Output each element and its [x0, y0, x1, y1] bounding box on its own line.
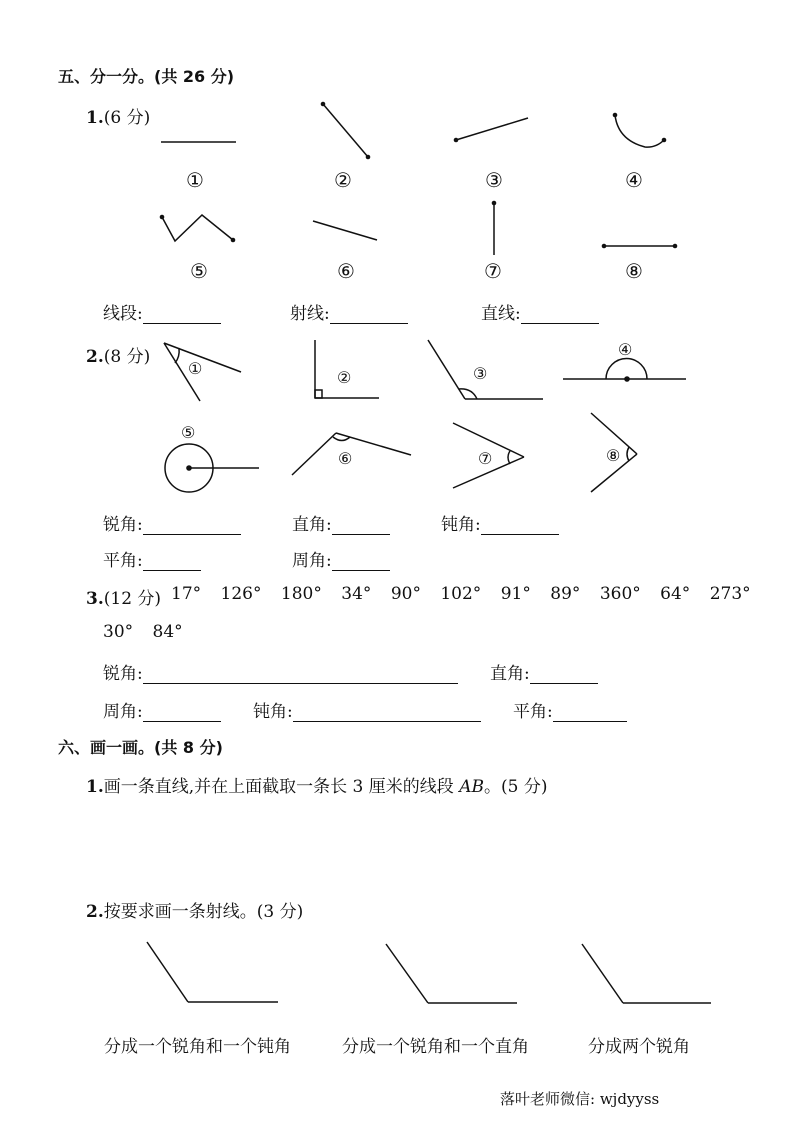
q1-answer-ray — [290, 299, 408, 324]
answer-label: 平角: — [513, 702, 553, 722]
q3-answer-right — [490, 659, 598, 684]
q2-fig-label-5: ⑤ — [181, 423, 196, 442]
q2-answer-acute — [103, 510, 241, 535]
q3-answer-full — [103, 697, 221, 722]
q2-fig-label-1: ① — [188, 359, 203, 378]
q2-answer-straight — [103, 546, 201, 571]
answer-label: 直线: — [481, 304, 521, 324]
q1-number: 1. — [86, 108, 104, 128]
answer-label: 直角: — [292, 515, 332, 535]
answer-blank[interactable] — [330, 307, 408, 324]
q2-fig-label-6: ⑥ — [338, 449, 353, 468]
q2-number: 2. — [86, 347, 104, 367]
q2-answer-obtuse — [441, 510, 559, 535]
q1-fig-label-2: ② — [334, 168, 352, 192]
s6-q2-number: 2. — [86, 902, 104, 922]
footer-contact: 落叶老师微信: wjdyyss — [500, 1090, 660, 1108]
answer-label: 钝角: — [253, 702, 293, 722]
q1-fig-label-8: ⑧ — [625, 259, 643, 283]
q1-answer-line — [481, 299, 599, 324]
section-5-title: 五、分一分。(共 26 分) — [58, 67, 235, 86]
q1-fig6-line — [313, 221, 377, 240]
q2-answer-full — [292, 546, 390, 571]
answer-blank[interactable] — [521, 307, 599, 324]
answer-label: 锐角: — [103, 515, 143, 535]
s6-q2 — [86, 897, 303, 922]
answer-blank[interactable] — [143, 667, 458, 684]
q2-fig-label-8: ⑧ — [606, 446, 621, 465]
angle-value: 126° — [220, 584, 262, 604]
q1-fig4-curve — [615, 115, 664, 147]
q1-fig-label-1: ① — [186, 168, 204, 192]
s6-q1-number: 1. — [86, 777, 104, 797]
q1-fig5-polyline — [162, 215, 233, 241]
s6-q2-caption-2: 分成一个锐角和一个直角 — [342, 1037, 529, 1057]
q3-number: 3. — [86, 589, 104, 609]
answer-label: 周角: — [103, 702, 143, 722]
answer-blank[interactable] — [143, 705, 221, 722]
q1-fig-label-7: ⑦ — [484, 259, 502, 283]
answer-blank[interactable] — [143, 307, 221, 324]
angle-value: 84° — [152, 622, 183, 642]
s6-q2-caption-3: 分成两个锐角 — [588, 1037, 690, 1057]
angle-value: 30° — [103, 622, 134, 642]
q1-points: (6 分) — [103, 108, 151, 128]
angle-value: 102° — [440, 584, 482, 604]
answer-blank[interactable] — [332, 554, 390, 571]
q2-fig-label-7: ⑦ — [478, 449, 493, 468]
angle-value: 34° — [341, 584, 372, 604]
q3-heading — [86, 584, 161, 609]
q2-answer-right — [292, 510, 390, 535]
angle-value: 17° — [171, 584, 202, 604]
s6-q1-segment-name: AB — [459, 777, 484, 797]
angle-value: 90° — [390, 584, 421, 604]
answer-blank[interactable] — [143, 518, 241, 535]
q3-points: (12 分) — [103, 589, 162, 609]
q2-heading — [86, 342, 150, 367]
q2-fig-label-4: ④ — [618, 340, 633, 359]
answer-label: 线段: — [103, 304, 143, 324]
answer-blank[interactable] — [293, 705, 481, 722]
answer-blank[interactable] — [530, 667, 598, 684]
s6-q2-text: 按要求画一条射线。(3 分) — [103, 902, 304, 922]
q1-fig2-segment — [323, 104, 368, 157]
answer-label: 钝角: — [441, 515, 481, 535]
q1-fig3-ray — [456, 118, 528, 140]
q3-answer-acute — [103, 659, 458, 684]
answer-label: 平角: — [103, 551, 143, 571]
answer-label: 周角: — [292, 551, 332, 571]
answer-blank[interactable] — [553, 705, 627, 722]
s6-q2-caption-1: 分成一个锐角和一个钝角 — [104, 1037, 291, 1057]
q1-fig-label-6: ⑥ — [337, 259, 355, 283]
q2-fig-label-3: ③ — [473, 364, 488, 383]
angle-value: 64° — [660, 584, 691, 604]
angle-value: 91° — [500, 584, 531, 604]
angle-value: 180° — [280, 584, 322, 604]
q1-fig-label-5: ⑤ — [190, 259, 208, 283]
s6-q1-points: 。(5 分) — [483, 777, 548, 797]
q2-fig-label-2: ② — [337, 368, 352, 387]
q3-answer-straight — [513, 697, 627, 722]
q3-angles-line-1 — [171, 584, 751, 604]
answer-blank[interactable] — [143, 554, 201, 571]
q1-fig-label-3: ③ — [485, 168, 503, 192]
answer-blank[interactable] — [481, 518, 559, 535]
angle-value: 89° — [550, 584, 581, 604]
answer-label: 锐角: — [103, 664, 143, 684]
answer-label: 直角: — [490, 664, 530, 684]
s6-q1-text: 画一条直线,并在上面截取一条长 3 厘米的线段 — [103, 777, 460, 797]
s6-q1 — [86, 772, 547, 797]
answer-blank[interactable] — [332, 518, 390, 535]
q3-answer-obtuse — [253, 697, 481, 722]
answer-label: 射线: — [290, 304, 330, 324]
q1-fig-label-4: ④ — [625, 168, 643, 192]
section-6-title: 六、画一画。(共 8 分) — [58, 738, 223, 757]
q2-points: (8 分) — [103, 347, 151, 367]
q3-angles-line-2 — [103, 622, 183, 642]
angle-value: 273° — [709, 584, 751, 604]
angle-value: 360° — [599, 584, 641, 604]
q1-answer-segment — [103, 299, 221, 324]
